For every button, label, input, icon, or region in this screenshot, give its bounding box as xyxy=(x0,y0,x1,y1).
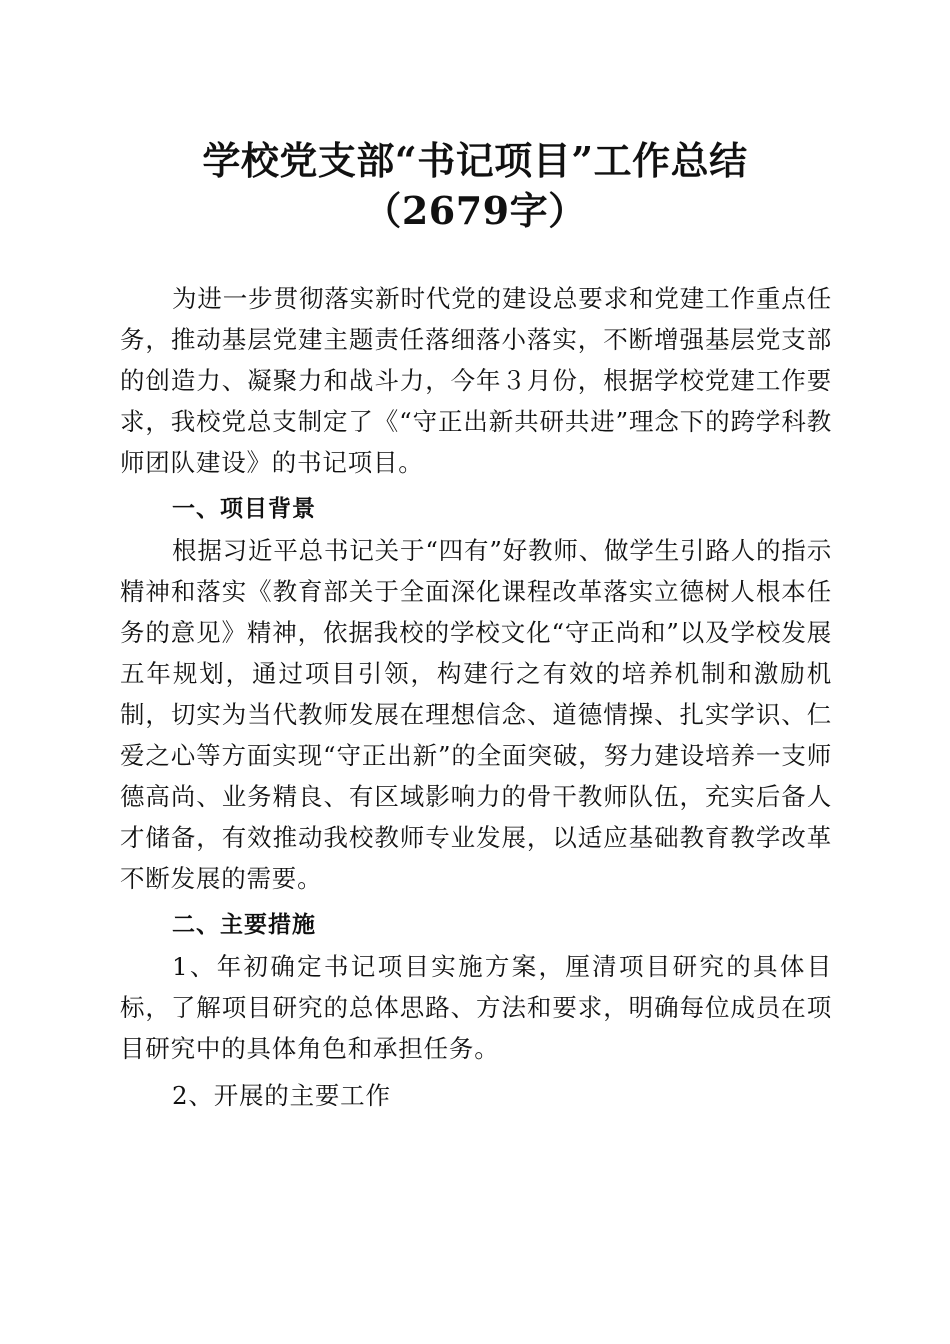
document-title: 学校党支部“书记项目”工作总结（2679字） xyxy=(202,138,748,233)
intro-paragraph: 为进一步贯彻落实新时代党的建设总要求和党建工作重点任务，推动基层党建主题责任落细落小落实，不断增强基层党支部的创造力、凝聚力和战斗力，今年３月份，根据学校党建工作要求，我校党总支制定了《“守正出新共研共进”理念下的跨学科教师团队建设》的书记项目。 xyxy=(120,284,832,477)
measures-item-2: 2、开展的主要工作 xyxy=(172,1081,391,1110)
measures-item-1: 1、年初确定书记项目实施方案，厘清项目研究的具体目标，了解项目研究的总体思路、方法和要求，明确每位成员在项目研究中的具体角色和承担任务。 xyxy=(120,952,832,1063)
background-paragraph: 根据习近平总书记关于“四有”好教师、做学生引路人的指示精神和落实《教育部关于全面深化课程改革落实立德树人根本任务的意见》精神，依据我校的学校文化“守正尚和”以及学校发展五年规划，通过项目引领，构建行之有效的培养机制和激励机制，切实为当代教师发展在理想信念、道德情操、扎实学识、仁爱之心等方面实现“守正出新”的全面突破，努力建设培养一支师德高尚、业务精良、有区域影响力的骨干教师队伍，充实后备人才储备，有效推动我校教师专业发展，以适应基础教育教学改革不断发展的需要。 xyxy=(120,536,832,893)
section-heading-measures: 二、主要措施 xyxy=(172,912,316,938)
section-heading-background: 一、项目背景 xyxy=(172,496,316,522)
document-body xyxy=(120,278,832,1116)
